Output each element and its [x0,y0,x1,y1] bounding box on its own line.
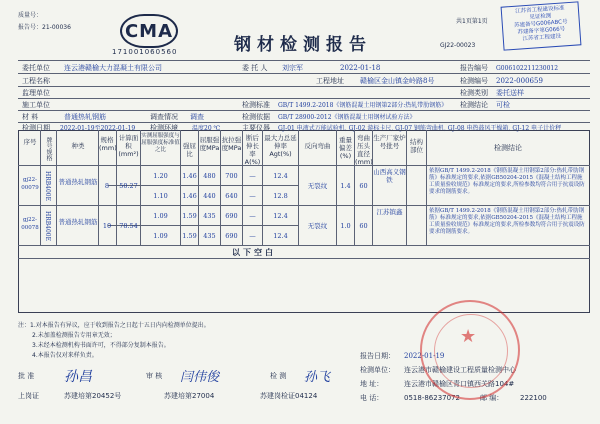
report-no-label-text: 报告号： [18,24,43,31]
row2-yield-b: 435 [203,232,216,240]
note-4: 4.本报告仅对来样负责。 [32,352,98,359]
blank-marker: 以下空白 [232,248,276,257]
rule [18,110,590,111]
certification-stamp [501,1,582,50]
post-label: 邮 编： [480,394,504,402]
row1-sr-b: 1.46 [182,192,197,200]
row1-reverse: 无裂纹 [307,182,328,190]
th-kind: 种类 [71,142,85,150]
project-addr-label: 工程地址 [316,77,344,85]
row2-agt-b: 12.4 [273,232,288,240]
approver-cert: 苏建培第20452号 [64,392,122,400]
row2-tensile-a: 690 [225,212,238,220]
inspect-no-label: 检测编号 [460,77,488,85]
project-addr-value: 赣榆区金山镇金岭路8号 [360,77,435,85]
row1-elong-a: — [249,172,256,180]
row1-sr-a: 1.46 [182,172,197,180]
cma-logo [120,14,178,48]
survey-label: 调查情况 [150,113,178,121]
note-1: 注：1.对本报告有异议，应于收到报告之日起十五日内向检测单位提出。 [18,322,210,329]
row2-ratio-b: 1.09 [153,232,168,240]
cma-number: 171001060560 [112,48,178,56]
reviewer-signature: 闫伟俊 [180,370,220,385]
date-value: 2022-01-19至2022-01-19 [60,125,136,132]
th-part: 结构部位 [410,138,423,154]
th-yield: 屈服强度MPa [199,136,220,152]
row1-tensile-a: 700 [225,172,238,180]
tel-label: 电 话： [360,394,384,402]
stamp-line: 苏建备号G006ABC号 [513,19,568,29]
row2-no: gj22-00078 [21,217,39,231]
th-strength-ratio: 强屈比 [183,142,196,158]
note-3: 3.未经本检测机构书面许可，不得部分复制本报告。 [32,342,170,349]
stamp-line: 江苏省工程建设 [522,33,562,43]
th-maker: 生产厂家炉号批号 [373,134,406,150]
report-no2-label: 报告编号 [460,64,488,72]
entrust-person-label: 委 托 人 [242,64,268,72]
rule [18,245,590,246]
row2-elong-a: — [249,212,256,220]
row1-ratio-a: 1.20 [153,172,168,180]
form-code: GJ22-00023 [440,42,476,49]
standard-label: 检测标准 [242,101,270,109]
env-label: 检测环境 [150,124,178,132]
report-no2-value: G006102211230012 [496,65,559,72]
seal-star-icon: ★ [460,326,477,347]
row1-agt-a: 12.4 [273,172,288,180]
equip-value: GJ-01 电液式万能试验机, GJ-02 游标卡尺, GJ-07 钢筋弯曲机, GJ-08 电热鼓风干燥箱, GJ-12 电子计价秤 [278,125,562,132]
tester-cert: 苏建岗检证04124 [260,392,318,400]
entrust-person-value: 刘宗军 [282,64,303,72]
unit-label: 检测单位： [360,366,395,374]
client-value: 连云港赣榆大力混凝土有限公司 [64,64,162,72]
row2-sr-a: 1.59 [182,212,197,220]
official-seal [420,300,520,400]
row1-kind: 普通热轧钢筋 [58,178,98,186]
report-no-label [18,24,71,32]
rule [18,205,590,206]
rule [56,130,57,245]
th-dia: 弯曲压头直径(mm) [355,134,373,166]
reviewer-cert: 苏建培第27004 [164,392,215,400]
row2-kind: 普通热轧钢筋 [58,218,98,226]
row1-ratio-b: 1.10 [153,192,168,200]
rule [18,60,590,61]
rule [426,130,427,245]
basis-label: 检测依据 [242,113,270,121]
row1-yield-b: 440 [203,192,216,200]
reviewer-label: 审 核 [146,372,163,380]
th-ratio: 实测屈服强度与屈服强度标准值之比 [141,133,180,153]
th-grade: 牌号规格 [45,137,52,161]
row2-weight: 1.0 [340,222,351,230]
cma-logo-text: CMA [124,20,174,42]
rule [18,73,590,74]
stamp-line: 江苏省工程建设标准 [514,5,565,15]
unit-value: 连云港市赣榆建设工程质量检测中心 [404,366,516,374]
row1-spec: 8 [104,182,110,190]
row1-no: gj22-00079 [21,177,39,191]
basis-value: GB/T 28900-2012《钢筋混凝土用钢材试验方法》 [278,114,416,121]
date-label: 检测日期 [22,124,50,132]
env-value: 温度20 ℃ [192,125,221,132]
th-weight: 重量偏差(%) [339,136,352,160]
row1-conclusion: 依据GB/T 1499.2-2018《钢筋混凝土用钢第2部分:热轧带肋钢筋》标准规定的要求,依据GB50204-2015《混凝土结构工程施工质量验收规范》标准规定的要求,所检参数均符合用于抗震设防要求的钢筋要求。 [429,168,585,195]
report-no-value: 21-00036 [42,24,71,31]
report-date: 2022-01-19 [404,352,445,360]
rule [18,165,590,166]
equip-label: 主要仪器 [242,124,270,132]
method-label: 检测类别 [460,89,488,97]
row2-elong-b: — [249,232,256,240]
row2-yield-a: 435 [203,212,216,220]
row1-area: 50.27 [119,182,138,190]
row2-spec: 10 [102,222,112,230]
tester-label: 检 测 [270,372,287,380]
row1-yield-a: 480 [203,172,216,180]
client-label: 委托单位 [22,64,50,72]
project-label: 工程名称 [22,77,50,85]
material-value: 普通热轧钢筋 [64,113,106,121]
supervise-label: 监理单位 [22,89,50,97]
rule [18,86,590,87]
row1-elong-b: — [249,192,256,200]
inspect-no-value: 2022-000659 [496,77,543,85]
row2-dia: 60 [359,222,368,230]
approver-signature: 孙昌 [64,369,92,385]
tester-signature: 孙飞 [304,370,331,385]
row2-sr-b: 1.59 [182,232,197,240]
th-reverse: 反向弯曲 [304,142,331,150]
note-2: 2.未加盖检测报告专用章无效； [32,332,116,339]
row1-dia: 60 [359,182,368,190]
addr-value: 连云港市赣榆区青口镇西关路104# [404,380,515,388]
page-count: 共1页第1页 [456,18,488,25]
row2-reverse: 无裂纹 [307,222,328,230]
row1-agt-b: 12.8 [273,192,288,200]
th-elong: 断后伸长率A(%) [244,134,261,166]
th-no: 序号 [23,138,37,146]
construct-label: 施工单位 [22,101,50,109]
method-value: 委托送样 [496,89,524,97]
standard-value: GB/T 1499.2-2018《钢筋混凝土用钢第2部分:热轧带肋钢筋》 [278,102,448,109]
stamp-line: 苏建备字第G066号 [517,26,566,36]
th-area: 计算面积(mm²) [118,134,139,158]
row2-conclusion: 依据GB/T 1499.2-2018《钢筋混凝土用钢第2部分:热轧带肋钢筋》标准规定的要求,依据GB50204-2015《混凝土结构工程施工质量验收规范》标准规定的要求,所检参数均符合用于抗震设防要求的钢筋要求。 [429,208,585,235]
row2-tensile-b: 690 [225,232,238,240]
conclusion-label: 检测结论 [460,101,488,109]
rule [18,258,590,259]
report-date-label: 报告日期： [360,352,395,360]
tel-value: 0518-86237072 [404,394,460,402]
rule [18,98,590,99]
row1-tensile-b: 640 [225,192,238,200]
th-spec: 规格(mm) [99,136,117,152]
cert-label: 上岗证 [18,392,39,400]
conclusion-value: 可检 [496,101,510,109]
row1-maker: 山西高义钢铁 [373,168,406,184]
row2-area: 78.54 [119,222,138,230]
row2-agt-a: 12.4 [273,212,288,220]
page-title: 钢材检测报告 [234,35,372,55]
th-conclusion: 检测结论 [494,144,522,152]
row1-weight: 1.4 [340,182,351,190]
row2-maker: 江苏镔鑫 [376,208,403,216]
row2-ratio-a: 1.09 [153,212,168,220]
post-value: 222100 [520,394,547,402]
approver-label: 批 准 [18,372,35,380]
entrust-date: 2022-01-18 [340,64,381,72]
quality-no-label: 质量号： [18,12,43,19]
survey-value: 调查 [190,113,204,121]
material-label: 材 料 [22,113,39,121]
row2-grade: HRB400E [44,211,51,241]
addr-label: 地 址： [360,380,384,388]
th-agt: 最大力总延伸率Agt(%) [264,134,297,158]
stamp-line: 见证检测 [529,13,552,21]
row1-grade: HRB400E [44,171,51,201]
th-tensile: 抗拉强度MPa [221,136,242,152]
rule [18,122,590,123]
